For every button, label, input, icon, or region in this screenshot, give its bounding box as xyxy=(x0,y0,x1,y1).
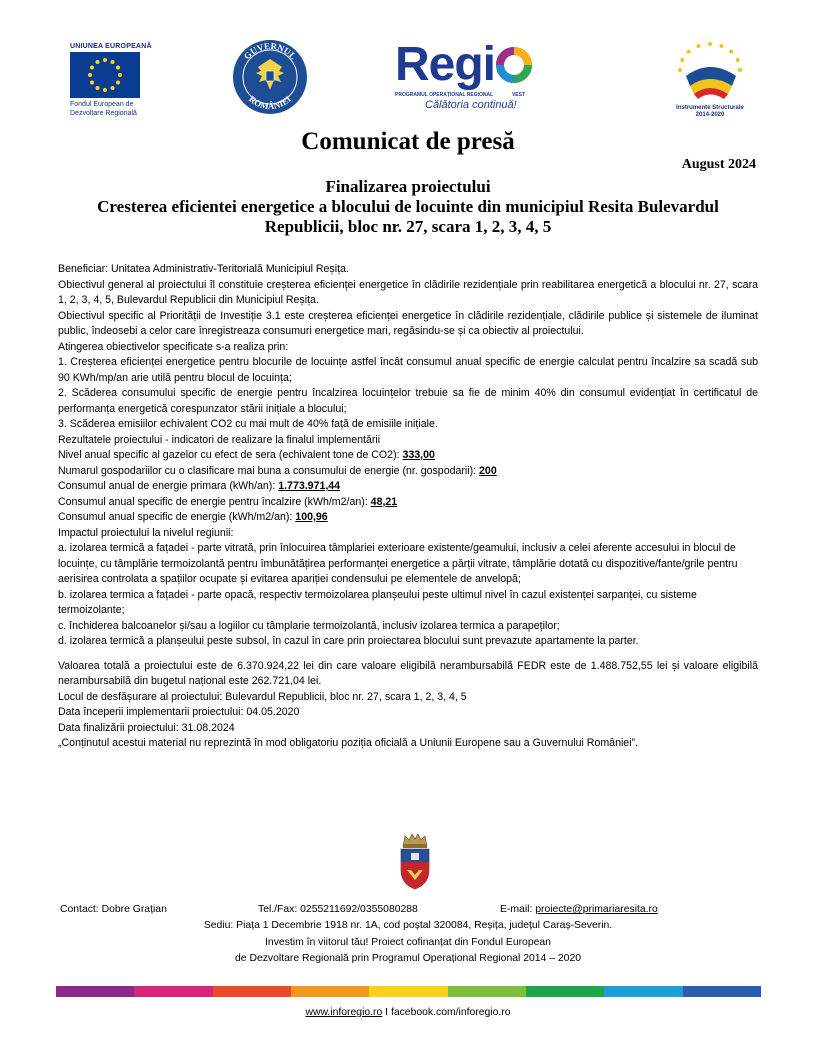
footer-contact: Contact: Dobre Grațian xyxy=(60,904,167,915)
indicator-ghg xyxy=(58,448,758,464)
facebook-text: I facebook.com/inforegio.ro xyxy=(382,1007,511,1018)
footer-address: Sediu: Piața 1 Decembrie 1918 nr. 1A, cod poștal 320084, Reșița, județul Caraș-Severin. xyxy=(203,920,613,931)
indicator-energy xyxy=(58,510,758,526)
is-star-icon xyxy=(729,50,733,54)
regio-o-icon xyxy=(496,47,532,83)
gov-text-top: GUVERNUL xyxy=(241,40,299,62)
structural-instruments-logo xyxy=(664,36,756,122)
objective-1: 1. Creșterea eficienței energetice pentru blocurile de locuințe astfel încât consumul anual specific de energie calculat pentru încalzire sa scadă sub 90 KWh/mp/an arie utilă pentru blocul de locuința; xyxy=(58,356,758,384)
project-title xyxy=(40,177,776,237)
eu-flag-icon xyxy=(70,52,140,98)
color-strip-segment xyxy=(369,986,447,997)
regio-region: VEST xyxy=(511,92,525,98)
eu-star-icon xyxy=(103,88,107,92)
indicator-households-value: 200 xyxy=(479,464,497,477)
is-star-icon xyxy=(719,44,723,48)
general-objective: Obiectivul general al proiectului îl constituie creșterea eficienței energetice în clădirile rezidențiale prin reabilitarea energetică a blocului nr. 27, scara 1, 2, 3, 4, 5, Bulevardul Republicii din Municipiul Reșița. xyxy=(58,278,758,306)
indicator-primary-energy xyxy=(58,479,758,495)
objectives-intro: Atingerea obiectivelor specificate s-a realiza prin: xyxy=(58,340,289,353)
beneficiary: Beneficiar: Unitatea Administrativ-Teritorială Municipiul Reșița. xyxy=(58,263,349,275)
release-date: August 2024 xyxy=(681,157,756,172)
indicator-primary-energy-value: 1.773.971,44 xyxy=(278,480,341,492)
project-title-line1: Finalizarea proiectului xyxy=(325,177,491,196)
eu-star-icon xyxy=(118,73,122,77)
indicator-energy-label: Consumul anual specific de energie (kWh/m2/an): xyxy=(58,511,296,523)
eu-star-icon xyxy=(88,73,92,77)
color-strip-segment xyxy=(291,986,369,997)
footer-email-link[interactable]: proiecte@primariaresita.ro xyxy=(535,904,658,915)
is-star-icon xyxy=(687,50,691,54)
color-strip-segment xyxy=(134,986,212,997)
impact-heading: Impactul proiectului la nivelul regiunii: xyxy=(58,526,234,539)
color-strip-segment xyxy=(448,986,526,997)
objective-3: 3. Scăderea emisiilor echivalent CO2 cu mai mult de 40% față de emisiile inițiale. xyxy=(58,418,438,430)
eu-star-icon xyxy=(96,60,100,64)
is-star-icon xyxy=(678,68,682,72)
color-strip xyxy=(56,986,761,997)
indicator-households xyxy=(58,464,758,480)
color-strip-segment xyxy=(56,986,134,997)
press-release-title: Comunicat de presă xyxy=(301,128,515,155)
eu-logo xyxy=(70,43,152,119)
project-title-line3: Republicii, bloc nr. 27, scara 1, 2, 3, 4, 5 xyxy=(264,217,552,236)
is-star-icon xyxy=(708,42,712,46)
footer-email-label: E-mail: xyxy=(500,904,536,915)
inforegio-link[interactable]: www.inforegio.ro xyxy=(305,1007,383,1018)
indicator-heating xyxy=(58,495,758,511)
objective-2: 2. Scăderea consumului specific de energie pentru încalzirea locuințelor trebuie sa fie de minim 40% din consumul evidențiat în certificatul de performanța energetică corespunzator stării inițiale a blocului; xyxy=(58,387,758,415)
footer-phone: Tel./Fax: 0255211692/0355080288 xyxy=(258,904,418,915)
regio-slogan: Călătoria continuă! xyxy=(425,99,517,111)
resita-coat-of-arms-icon xyxy=(397,832,433,890)
indicator-households-label: Numarul gospodariilor cu o clasificare mai buna a consumului de energie (nr. gospodarii): xyxy=(58,464,480,477)
footer-invest-line1: Investim în viitorul tău! Proiect cofinanțat din Fondul European xyxy=(265,937,551,948)
disclaimer: „Conținutul acestui material nu reprezintă în mod obligatoriu poziția oficială a Uniunii Europene sau a Guvernului României”. xyxy=(58,737,639,749)
indicator-heating-value: 48,21 xyxy=(370,495,398,508)
regio-word: Regi xyxy=(395,38,496,91)
is-star-icon xyxy=(697,44,701,48)
impact-d: d. izolarea termică a planșeului peste subsol, în cazul în care prin proiectarea blocului sunt prevazute apartamente la parter. xyxy=(58,635,639,647)
end-date: Data finalizării proiectului: 31.08.2024 xyxy=(58,721,235,734)
regio-program: PROGRAMUL OPERAȚIONAL REGIONAL xyxy=(395,92,494,98)
eu-star-icon xyxy=(111,60,115,64)
eu-star-icon xyxy=(103,58,107,62)
project-title-line2: Cresterea eficientei energetice a blocului de locuinte din municipiul Resita Bulevardul xyxy=(97,197,719,216)
is-star-icon xyxy=(680,58,684,62)
eu-star-icon xyxy=(96,86,100,90)
eu-star-icon xyxy=(116,66,120,70)
regio-logo xyxy=(395,40,570,120)
footer-email xyxy=(500,904,658,915)
impact-a: a. izolarea termică a fațadei - parte vitrată, prin înlocuirea tâmplariei exterioare existente/geamului, inclusiv a celei aferente accesului in blocul de locuințe, cu tâmplărie termoizolantă pentru îmbunătățirea performanței energetice a părții vitrate, tâmplărie dotată cu dispozitive/fante/grile pentru aerisirea controlata a spațiilor ocupate și evitarea apariției condensului pe elementele de anvelopă; xyxy=(58,542,738,585)
footer-web xyxy=(0,1007,816,1018)
indicator-ghg-value: 333,00 xyxy=(402,449,435,461)
eu-star-icon xyxy=(116,81,120,85)
indicator-primary-energy-label: Consumul anual de energie primara (kWh/an): xyxy=(58,480,279,492)
eu-star-icon xyxy=(90,66,94,70)
color-strip-segment xyxy=(526,986,604,997)
eu-title: UNIUNEA EUROPEANĂ xyxy=(70,43,152,50)
results-heading: Rezultatele proiectului - indicatori de realizare la finalul implementării xyxy=(58,433,381,446)
color-strip-segment xyxy=(683,986,761,997)
impact-c: c. închiderea balcoanelor și/sau a logiilor cu tâmplarie termoizolantă, inclusiv izolarea termica a parapeților; xyxy=(58,619,560,632)
eu-star-icon xyxy=(111,86,115,90)
indicator-ghg-label: Nivel anual specific al gazelor cu efect de sera (echivalent tone de CO2): xyxy=(58,449,403,461)
is-line1: Instrumente Structurale xyxy=(676,105,744,111)
is-star-icon xyxy=(738,68,742,72)
eu-fund-line2: Dezvoltare Regională xyxy=(70,110,137,117)
eu-fund-text xyxy=(70,100,148,118)
footer-invest-line2: de Dezvoltare Regională prin Programul Operațional Regional 2014 – 2020 xyxy=(235,953,581,964)
gov-text-bottom: ROMÂNIEI xyxy=(247,93,293,112)
impact-b: b. izolarea termica a fațadei - parte opacă, respectiv termoizolarea planșeului peste ultimul nivel în cazul existenței sarpanței, cu sisteme termoizolante; xyxy=(58,588,697,616)
structural-instruments-icon xyxy=(664,36,756,100)
romanian-government-logo xyxy=(232,39,308,115)
press-body xyxy=(58,262,758,752)
color-strip-segment xyxy=(213,986,291,997)
project-location: Locul de desfășurare al proiectului: Bulevardul Republicii, bloc nr. 27, scara 1, 2, 3, 4, 5 xyxy=(58,690,467,703)
is-star-icon xyxy=(736,58,740,62)
eu-star-icon xyxy=(90,81,94,85)
specific-objective: Obiectivul specific al Priorității de Investiție 3.1 este creșterea eficienței energetice în clădirile rezidențiale, clădirile publice și sistemele de iluminat public, îndeosebi a celor care înregistreaza consumuri energetice mari, regăsindu-se și ca obiectiv al proiectului. xyxy=(58,309,758,337)
eu-fund-line1: Fondul European de xyxy=(70,101,134,108)
indicator-energy-value: 100,96 xyxy=(295,511,328,523)
is-line2: 2014-2020 xyxy=(695,112,725,118)
color-strip-segment xyxy=(604,986,682,997)
start-date: Data începerii implementarii proiectului: 04.05.2020 xyxy=(58,706,300,718)
project-value: Valoarea totală a proiectului este de 6.370.924,22 lei din care valoare eligibilă nerambursabilă FEDR este de 1.488.752,55 lei și valoare eligibilă nerambursabilă din bugetul național este 262.721,04 lei. xyxy=(58,659,758,687)
indicator-heating-label: Consumul anual specific de energie pentru încalzire (kWh/m2/an): xyxy=(58,495,371,508)
